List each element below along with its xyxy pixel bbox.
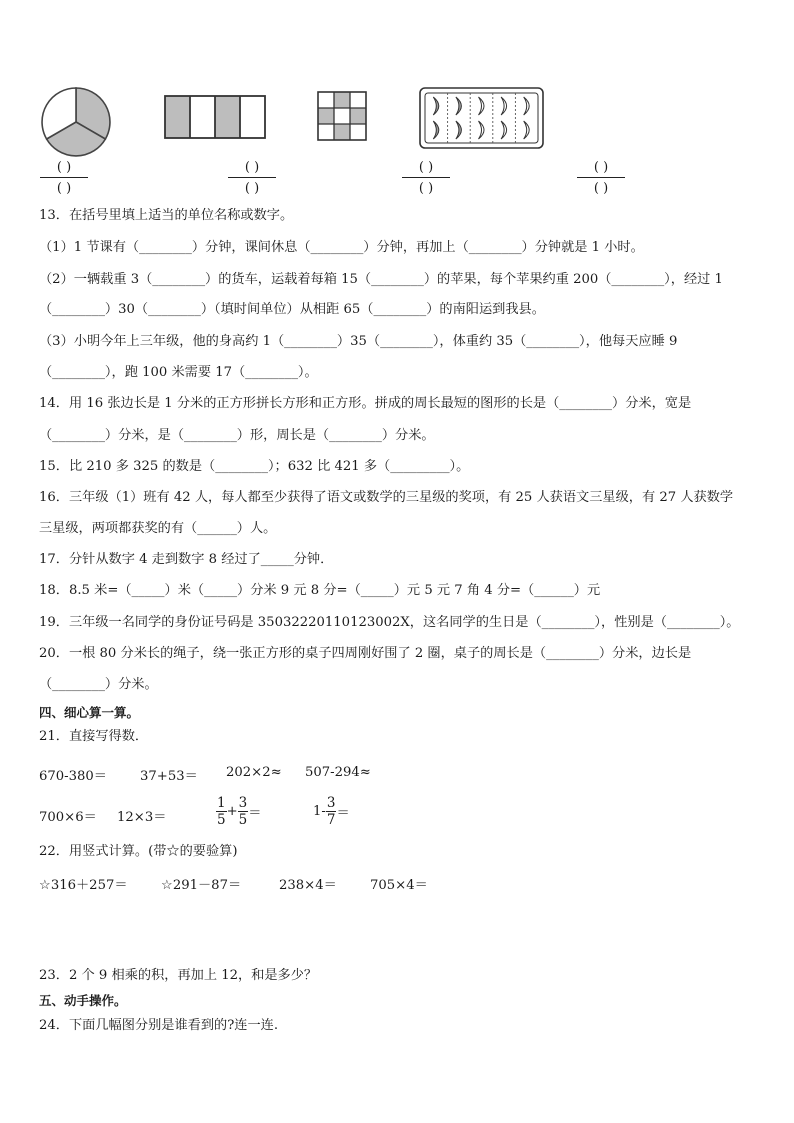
fraction-blank-4[interactable] <box>577 159 625 197</box>
calc-item: 507-294≈ <box>305 765 371 780</box>
calc-item: 12×3＝ <box>117 810 167 825</box>
banana-icon <box>479 121 485 139</box>
q23-line: 23．2 个 9 相乘的积，再加上 12，和是多少？ <box>39 968 318 983</box>
banana-box-figure <box>420 88 543 148</box>
q13-line-3: （________）30（________）（填时间单位）从相距 65（________）的南阳运到我县。 <box>39 302 545 317</box>
fraction: $\frac{3}{7}$ <box>326 795 336 828</box>
banana-icon <box>501 97 506 115</box>
q17-line: 17．分针从数字 4 走到数字 8 经过了_____分钟． <box>39 552 334 567</box>
denominator-blank: ( ) <box>593 181 609 196</box>
figures-row <box>0 80 794 158</box>
calc-item: 670-380＝ <box>39 769 107 784</box>
q18-line: 18．8.5 米=（_____）米（_____）分米 9 元 8 分=（_____）元 5 元 7 角 4 分=（______）元 <box>39 583 601 598</box>
denominator-blank: ( ) <box>56 181 72 196</box>
grid-figure <box>318 92 366 140</box>
fraction-diff: 1- $\frac{3}{7}$ ＝ <box>313 795 350 828</box>
banana-icon <box>479 97 485 115</box>
q21-title: 21．直接写得数． <box>39 729 149 744</box>
q15-line: 15．比 210 多 325 的数是（________）；632 比 421 多（_________）。 <box>39 459 470 474</box>
q16-line-2: 三星级，两项都获奖的有（______）人。 <box>39 521 277 536</box>
rectangle-figure <box>165 96 265 138</box>
circle-figure <box>42 88 110 156</box>
banana-icon <box>433 97 439 115</box>
banana-icon <box>501 121 506 139</box>
vertical-calc-item: 705×4＝ <box>370 878 428 893</box>
calc-item: 37+53＝ <box>140 769 198 784</box>
fraction-blank-3[interactable] <box>402 159 450 197</box>
q22-title: 22．用竖式计算。(带☆的要验算) <box>39 844 238 859</box>
q20-line-2: （________）分米。 <box>39 677 158 692</box>
fraction-blank-2[interactable] <box>228 159 276 197</box>
section-4-heading: 四、细心算一算。 <box>39 705 140 720</box>
fraction-sum: $\frac{1}{5}$ + $\frac{3}{5}$ ＝ <box>217 795 262 828</box>
banana-icon <box>456 97 462 115</box>
denominator-blank: ( ) <box>418 181 434 196</box>
numerator-blank: ( ) <box>56 160 72 175</box>
calc-item: 202×2≈ <box>226 765 282 780</box>
vertical-calc-item: ☆291－87＝ <box>161 878 242 893</box>
q13-line-5: （________），跑 100 米需要 17（________）。 <box>39 365 318 380</box>
calc-item: 700×6＝ <box>39 810 97 825</box>
banana-icon <box>524 97 530 115</box>
fraction-blank-1[interactable] <box>40 159 88 197</box>
q13-line-2: （2）一辆载重 3（________）的货车，运载着每箱 15（________）的苹果，每个苹果约重 200（________），经过 1 <box>39 272 723 287</box>
banana-icon <box>433 121 439 139</box>
numerator-blank: ( ) <box>418 160 434 175</box>
denominator-blank: ( ) <box>244 181 260 196</box>
q19-line: 19．三年级一名同学的身份证号码是 35032220110123002X，这名同学的生日是（________），性别是（________）。 <box>39 615 740 630</box>
banana-icon <box>456 121 462 139</box>
q20-line-1: 20．一根 80 分米长的绳子，绕一张正方形的桌子四周刚好围了 2 圈，桌子的周长是（________）分米，边长是 <box>39 646 692 661</box>
vertical-calc-item: ☆316＋257＝ <box>39 878 128 893</box>
fraction: $\frac{3}{5}$ <box>238 795 248 828</box>
numerator-blank: ( ) <box>593 160 609 175</box>
q14-line-1: 14．用 16 张边长是 1 分米的正方形拼长方形和正方形。拼成的周长最短的图形的长是（________）分米，宽是 <box>39 396 692 411</box>
q13-line-1: （1）1 节课有（________）分钟，课间休息（________）分钟，再加上（________）分钟就是 1 小时。 <box>39 240 644 255</box>
banana-icon <box>524 121 530 139</box>
section-5-heading: 五、动手操作。 <box>39 993 127 1008</box>
numerator-blank: ( ) <box>244 160 260 175</box>
q24-line: 24．下面几幅图分别是谁看到的?连一连. <box>39 1018 279 1033</box>
vertical-calc-item: 238×4＝ <box>279 878 337 893</box>
q13-line-4: （3）小明今年上三年级，他的身高约 1（________）35（________），体重约 35（________），他每天应睡 9 <box>39 334 678 349</box>
q14-line-2: （________）分米，是（________）形，周长是（________）分米。 <box>39 428 435 443</box>
fraction: $\frac{1}{5}$ <box>217 795 226 828</box>
q13-title: 13．在括号里填上适当的单位名称或数字。 <box>39 208 294 223</box>
q16-line-1: 16．三年级（1）班有 42 人，每人都至少获得了语文或数学的三星级的奖项，有 25 人获语文三星级，有 27 人获数学 <box>39 490 734 505</box>
